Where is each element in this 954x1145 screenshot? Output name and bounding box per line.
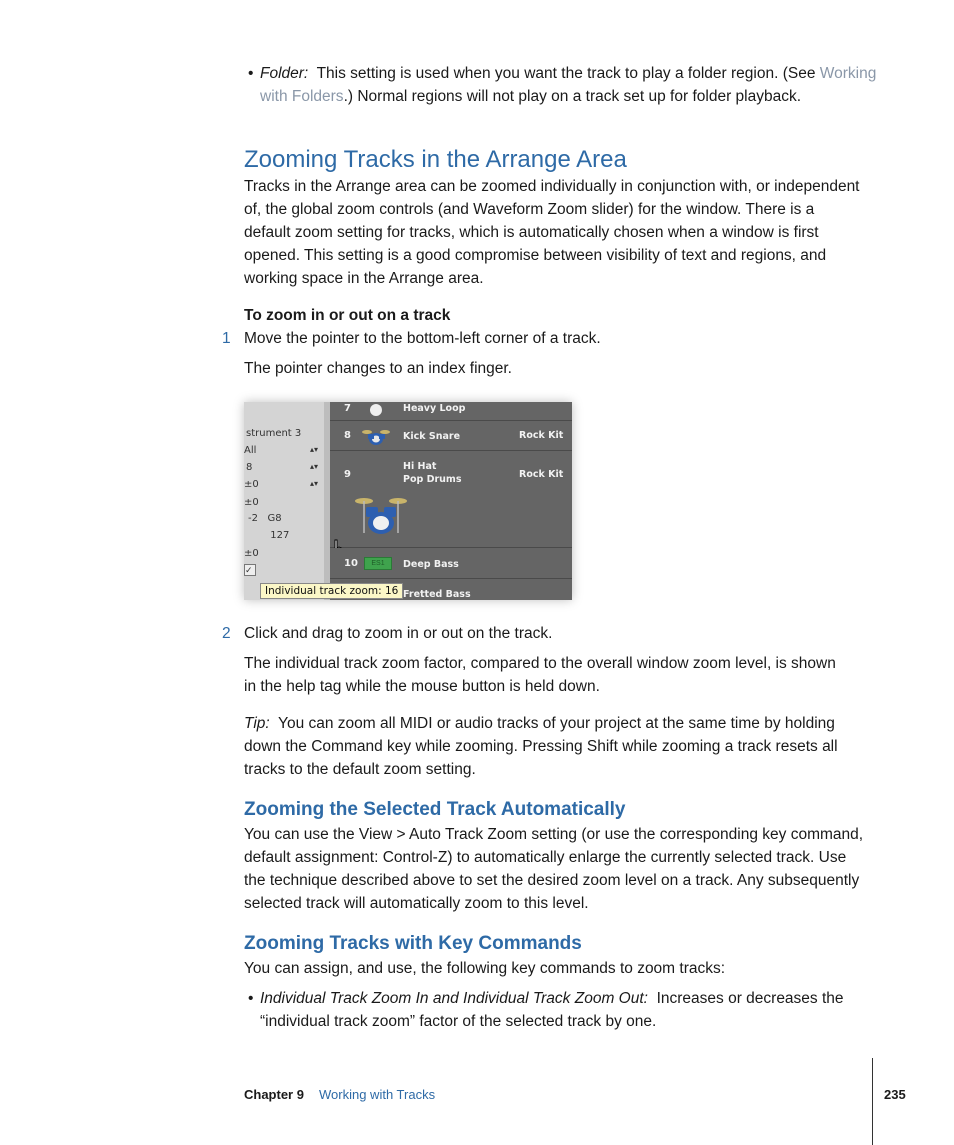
track-row[interactable]: 9 Hi Hat Pop Drums Rock Kit <box>330 451 572 548</box>
step-result: The pointer changes to an index finger. <box>244 360 512 377</box>
intro-line: opened. This setting is a good compromise between visibility of text and regions, and <box>244 247 827 264</box>
step-number: 2 <box>222 625 231 642</box>
inspector-row: 127 <box>248 530 290 541</box>
bullet-text: “individual track zoom” factor of the selected track by one. <box>260 1013 657 1030</box>
folder-text: This setting is used when you want the track to play a folder region. (See <box>308 65 820 82</box>
subsection-intro: You can assign, and use, the following key commands to zoom tracks: <box>244 960 726 977</box>
step-result-line: The individual track zoom factor, compared to the overall window zoom level, is shown <box>244 655 836 672</box>
inspector-row: -2 G8 <box>248 513 282 524</box>
footer-chapter-title[interactable]: Working with Tracks <box>319 1087 436 1102</box>
drum-kit-icon <box>362 424 390 448</box>
tip-line: down the Command key while zooming. Pressing Shift while zooming a track resets all <box>244 738 838 755</box>
stepper-icon[interactable]: ▴▾ <box>309 445 318 454</box>
track-row[interactable]: 10 ES1 Deep Bass <box>330 548 572 579</box>
subsection-title: Zooming Tracks with Key Commands <box>244 933 582 954</box>
paragraph-line: default assignment: Control-Z) to automatically enlarge the currently selected track. Use <box>244 849 847 866</box>
folder-bullet <box>260 62 880 108</box>
track-row[interactable]: 8 Kick Snare Rock Kit <box>330 421 572 451</box>
paragraph-line: selected track will automatically zoom to this level. <box>244 895 589 912</box>
step-number: 1 <box>222 330 231 347</box>
track-row[interactable]: Fretted Bass <box>330 579 572 600</box>
inspector-row: ±0 ▴▾ <box>244 479 318 490</box>
step-text: Click and drag to zoom in or out on the track. <box>244 625 553 642</box>
arrange-area-screenshot <box>244 402 572 600</box>
task-heading: To zoom in or out on a track <box>244 307 451 324</box>
page-number: 235 <box>884 1087 906 1102</box>
inspector-row: All ▴▾ <box>244 445 318 456</box>
zoom-help-tag: Individual track zoom: 16 <box>260 583 403 599</box>
intro-paragraph <box>244 175 884 290</box>
section-title: Zooming Tracks in the Arrange Area <box>244 146 627 173</box>
intro-line: default zoom setting for tracks, which is automatically chosen when a window is first <box>244 224 819 241</box>
bullet-marker: • <box>248 990 254 1007</box>
folder-term: Folder: <box>260 65 309 82</box>
tip-line: tracks to the default zoom setting. <box>244 761 476 778</box>
step-result <box>244 652 884 698</box>
working-with-folders-link[interactable]: Working <box>819 65 877 82</box>
paragraph-line: You can use the View > Auto Track Zoom setting (or use the corresponding key command, <box>244 826 864 843</box>
track-inspector <box>244 402 324 600</box>
inspector-row: strument 3 <box>246 428 302 439</box>
tip-line: You can zoom all MIDI or audio tracks of your project at the same time by holding <box>269 715 835 732</box>
working-with-folders-link-cont[interactable]: with Folders <box>260 88 344 105</box>
stepper-icon[interactable]: ▴▾ <box>309 462 318 471</box>
intro-line: working space in the Arrange area. <box>244 270 484 287</box>
intro-line: of, the global zoom controls (and Waveform Zoom slider) for the window. There is a <box>244 201 815 218</box>
step-text: Move the pointer to the bottom-left corner of a track. <box>244 330 601 347</box>
inspector-row: 8 ▴▾ <box>246 462 318 473</box>
bullet-term: Individual Track Zoom In and Individual Track Zoom Out: <box>260 990 648 1007</box>
subsection-paragraph <box>244 823 884 915</box>
footer-divider <box>872 1058 873 1145</box>
paragraph-line: the technique described above to set the desired zoom level on a track. Any subsequently <box>244 872 860 889</box>
bullet-text: Increases or decreases the <box>647 990 844 1007</box>
step-result-line: in the help tag while the mouse button is held down. <box>244 678 600 695</box>
tip-label: Tip: <box>244 715 270 732</box>
footer-chapter: Chapter 9 <box>244 1087 304 1102</box>
tip-paragraph <box>244 712 884 781</box>
intro-line: Tracks in the Arrange area can be zoomed individually in conjunction with, or independent <box>244 178 860 195</box>
inspector-row: ±0 <box>244 548 259 559</box>
bullet-marker: • <box>248 65 254 82</box>
track-row[interactable]: 7 Heavy Loop <box>330 402 572 421</box>
subsection-title: Zooming the Selected Track Automatically <box>244 799 626 820</box>
track-list <box>330 402 572 600</box>
folder-text-end: .) Normal regions will not play on a track set up for folder playback. <box>343 88 802 105</box>
checkbox-icon[interactable]: ✓ <box>244 564 256 576</box>
inspector-row: ±0 <box>244 497 259 508</box>
key-command-bullet <box>260 987 880 1033</box>
stepper-icon[interactable]: ▴▾ <box>309 479 318 488</box>
speaker-icon <box>370 404 382 416</box>
drum-kit-icon <box>354 493 408 537</box>
instrument-badge: ES1 <box>364 557 392 570</box>
